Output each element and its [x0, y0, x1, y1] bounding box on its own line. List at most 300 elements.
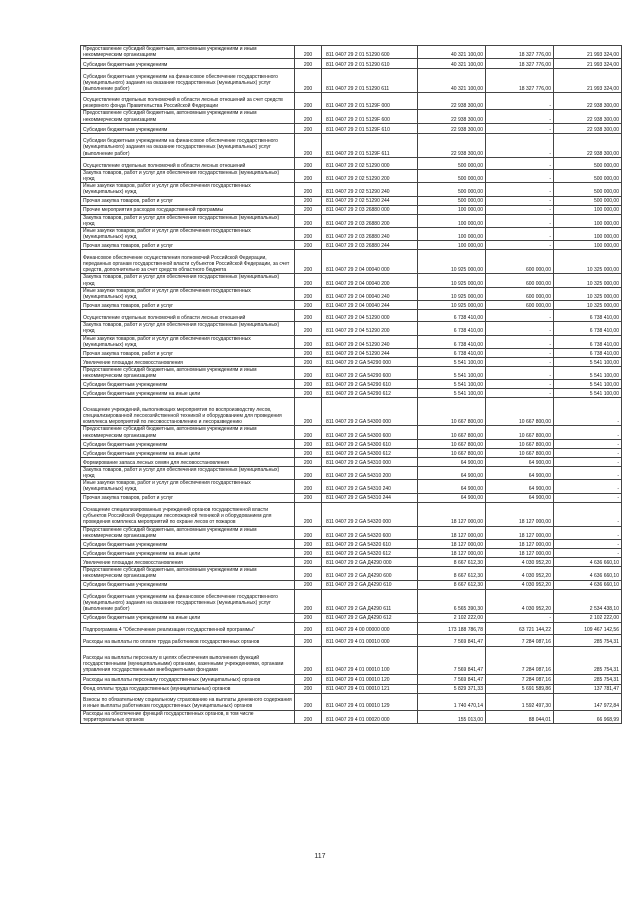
budget-table: [80, 45, 622, 724]
cell-code: 811 0407 29 2 GA 54320 610: [322, 540, 418, 549]
cell-adm: 200: [295, 622, 322, 634]
cell-adm: 200: [295, 674, 322, 684]
cell-code: 811 0407 29 2 GA Д4290 610: [322, 580, 418, 589]
cell-code: 811 0407 29 2 GA 54310 240: [322, 480, 418, 493]
cell-code: 811 0407 29 2 GA Д4290 000: [322, 558, 418, 567]
cell-v3: 100 000,00: [554, 214, 622, 227]
cell-v1: 7 569 841,47: [418, 646, 486, 674]
cell-name: Прочая закупка товаров, работ и услуг: [81, 301, 295, 310]
cell-v2: -: [486, 196, 554, 205]
cell-name: Иные закупки товаров, работ и услуг для обеспечения государственных (муниципальных) нужд: [81, 287, 295, 300]
cell-v2: -: [486, 110, 554, 123]
cell-code: 811 0407 29 2 GA Д4290 611: [322, 589, 418, 613]
cell-code: 811 0407 29 2 01 5129F 600: [322, 110, 418, 123]
cell-name: Предоставление субсидий бюджетным, автономным учреждениям и иным некоммерческим организациям: [81, 526, 295, 539]
cell-v1: 6 738 410,00: [418, 322, 486, 335]
cell-code: 811 0407 29 2 02 51290 244: [322, 196, 418, 205]
cell-code: 811 0407 29 2 04 51290 244: [322, 349, 418, 358]
table-row: [81, 301, 622, 310]
cell-name: Закупка товаров, работ и услуг для обеспечения государственных (муниципальных) нужд: [81, 322, 295, 335]
cell-code: 811 0407 29 2 03 26880 200: [322, 214, 418, 227]
cell-v2: 10 667 800,00: [486, 426, 554, 439]
table-row: [81, 241, 622, 250]
cell-name: Оснащение специализированных учреждений органов государственной власти субъектов Российской Федерации лесопожарной техникой и оборудованием для проведения комплекса мероприятий по охране лесов от пожаров: [81, 502, 295, 526]
cell-v2: 64 900,00: [486, 493, 554, 502]
cell-v2: -: [486, 214, 554, 227]
cell-v1: 40 321 100,00: [418, 69, 486, 93]
cell-v3: 22 938 300,00: [554, 133, 622, 157]
cell-name: Иные закупки товаров, работ и услуг для обеспечения государственных (муниципальных) нужд: [81, 480, 295, 493]
cell-adm: 200: [295, 448, 322, 457]
cell-v1: 7 569 841,47: [418, 674, 486, 684]
cell-code: 811 0407 29 2 GA Д4290 612: [322, 613, 418, 622]
cell-v3: -: [554, 426, 622, 439]
cell-v3: 147 972,84: [554, 693, 622, 710]
cell-adm: 200: [295, 110, 322, 123]
cell-v1: 40 321 100,00: [418, 46, 486, 59]
cell-code: 811 0407 29 2 04 00040 000: [322, 250, 418, 274]
cell-code: 811 0407 29 2 GA 54290 000: [322, 358, 418, 367]
cell-v1: 500 000,00: [418, 157, 486, 169]
cell-v2: -: [486, 335, 554, 348]
cell-code: 811 0407 29 4 01 00010 129: [322, 693, 418, 710]
cell-code: 811 0407 29 2 GA 54320 600: [322, 526, 418, 539]
cell-v2: 1 592 497,30: [486, 693, 554, 710]
table-row: [81, 457, 622, 466]
cell-adm: 200: [295, 684, 322, 693]
cell-v3: -: [554, 457, 622, 466]
cell-adm: 200: [295, 398, 322, 426]
cell-name: Иные закупки товаров, работ и услуг для обеспечения государственных (муниципальных) нужд: [81, 335, 295, 348]
cell-code: 811 0407 29 2 GA 54300 000: [322, 398, 418, 426]
table-row: [81, 205, 622, 214]
cell-v3: 2 534 438,10: [554, 589, 622, 613]
table-row: [81, 502, 622, 526]
cell-v2: 64 900,00: [486, 480, 554, 493]
cell-code: 811 0407 29 2 GA 54290 610: [322, 380, 418, 389]
cell-v3: 5 541 100,00: [554, 380, 622, 389]
cell-adm: 200: [295, 241, 322, 250]
cell-adm: 200: [295, 493, 322, 502]
table-row: [81, 389, 622, 398]
budget-table-body: [81, 46, 622, 724]
cell-v3: 6 738 410,00: [554, 310, 622, 322]
cell-name: Закупка товаров, работ и услуг для обеспечения государственных (муниципальных) нужд: [81, 466, 295, 479]
cell-adm: 200: [295, 123, 322, 133]
cell-name: Прочие мероприятия расходов государственной программы: [81, 205, 295, 214]
cell-v3: -: [554, 398, 622, 426]
table-row: [81, 335, 622, 348]
table-row: [81, 466, 622, 479]
cell-adm: 200: [295, 59, 322, 69]
cell-v1: 64 900,00: [418, 466, 486, 479]
cell-v1: 1 740 470,14: [418, 693, 486, 710]
cell-code: 811 0407 29 2 02 51290 200: [322, 169, 418, 182]
cell-adm: 200: [295, 466, 322, 479]
cell-adm: 200: [295, 349, 322, 358]
table-row: [81, 183, 622, 196]
cell-v1: 18 127 000,00: [418, 540, 486, 549]
cell-v2: 18 327 776,00: [486, 69, 554, 93]
cell-v3: 500 000,00: [554, 196, 622, 205]
cell-v3: 285 754,31: [554, 646, 622, 674]
cell-v2: 600 000,00: [486, 250, 554, 274]
cell-name: Субсидии бюджетным учреждениям на иные цели: [81, 389, 295, 398]
cell-v3: 6 738 410,00: [554, 349, 622, 358]
table-row: [81, 250, 622, 274]
cell-v3: 21 993 324,00: [554, 59, 622, 69]
cell-name: Предоставление субсидий бюджетным, автономным учреждениям и иным некоммерческим организациям: [81, 426, 295, 439]
cell-adm: 200: [295, 228, 322, 241]
table-row: [81, 634, 622, 646]
cell-v3: 4 636 660,10: [554, 567, 622, 580]
cell-code: 811 0407 29 2 02 51290 240: [322, 183, 418, 196]
cell-v2: 18 127 000,00: [486, 526, 554, 539]
cell-adm: 200: [295, 589, 322, 613]
cell-code: 811 0407 29 2 GA 54310 000: [322, 457, 418, 466]
cell-adm: 200: [295, 46, 322, 59]
cell-v3: -: [554, 493, 622, 502]
cell-code: 811 0407 29 2 02 51290 000: [322, 157, 418, 169]
cell-v1: 155 013,00: [418, 710, 486, 723]
table-row: [81, 358, 622, 367]
cell-v1: 10 925 000,00: [418, 301, 486, 310]
cell-code: 811 0407 29 2 GA 54290 600: [322, 367, 418, 380]
table-row: [81, 380, 622, 389]
cell-adm: 200: [295, 196, 322, 205]
cell-name: Предоставление субсидий бюджетным, автономным учреждениям и иным некоммерческим организациям: [81, 367, 295, 380]
cell-name: Прочая закупка товаров, работ и услуг: [81, 241, 295, 250]
cell-name: Предоставление субсидий бюджетным, автономным учреждениям и иным некоммерческим организациям: [81, 46, 295, 59]
cell-adm: 200: [295, 580, 322, 589]
cell-code: 811 0407 29 2 GA 54300 610: [322, 439, 418, 448]
cell-name: Подпрограмма 4 "Обеспечение реализации государственной программы": [81, 622, 295, 634]
cell-v3: 21 993 324,00: [554, 69, 622, 93]
cell-v3: 500 000,00: [554, 183, 622, 196]
table-row: [81, 646, 622, 674]
cell-v3: 500 000,00: [554, 157, 622, 169]
cell-name: Финансовое обеспечение осуществления полномочий Российской Федерации, переданных органам государственной власти субъектов Российской Федерации, за счет средств, дополнительно за счет средств областного бюджета: [81, 250, 295, 274]
cell-code: 811 0407 29 2 GA 54320 000: [322, 502, 418, 526]
cell-v1: 8 667 612,30: [418, 558, 486, 567]
cell-v2: 600 000,00: [486, 301, 554, 310]
cell-v2: 7 284 087,16: [486, 646, 554, 674]
cell-code: 811 0407 29 2 04 51290 000: [322, 310, 418, 322]
cell-v1: 500 000,00: [418, 196, 486, 205]
table-row: [81, 133, 622, 157]
cell-v2: 10 667 800,00: [486, 398, 554, 426]
table-row: [81, 693, 622, 710]
table-row: [81, 526, 622, 539]
cell-v3: 22 938 300,00: [554, 123, 622, 133]
table-row: [81, 493, 622, 502]
cell-name: Осуществление отдельных полномочий в области лесных отношений: [81, 310, 295, 322]
cell-v1: 500 000,00: [418, 169, 486, 182]
table-row: [81, 710, 622, 723]
table-row: [81, 196, 622, 205]
cell-v1: 10 925 000,00: [418, 250, 486, 274]
cell-name: Увеличение площади лесовосстановления: [81, 558, 295, 567]
cell-code: 811 0407 29 2 03 26880 000: [322, 205, 418, 214]
cell-code: 811 0407 29 2 GA Д4290 600: [322, 567, 418, 580]
cell-v3: 10 325 000,00: [554, 301, 622, 310]
cell-v2: 63 721 144,22: [486, 622, 554, 634]
cell-v3: -: [554, 549, 622, 558]
cell-name: Субсидии бюджетным учреждениям: [81, 580, 295, 589]
table-row: [81, 426, 622, 439]
table-row: [81, 169, 622, 182]
cell-code: 811 0407 29 2 GA 54310 200: [322, 466, 418, 479]
cell-adm: 200: [295, 274, 322, 287]
cell-v2: -: [486, 349, 554, 358]
cell-v2: 64 900,00: [486, 457, 554, 466]
table-row: [81, 480, 622, 493]
table-row: [81, 287, 622, 300]
page-number: 117: [314, 853, 326, 860]
table-row: [81, 567, 622, 580]
cell-code: 811 0407 29 2 01 51290 611: [322, 69, 418, 93]
table-row: [81, 59, 622, 69]
cell-adm: 200: [295, 526, 322, 539]
cell-v3: 6 738 410,00: [554, 335, 622, 348]
table-row: [81, 274, 622, 287]
cell-v2: -: [486, 169, 554, 182]
cell-v1: 8 667 612,30: [418, 580, 486, 589]
cell-v2: -: [486, 310, 554, 322]
cell-v3: 137 781,47: [554, 684, 622, 693]
cell-name: Субсидии бюджетным учреждениям на финансовое обеспечение государственного (муниципального) задания на оказание государственных (муниципальных) услуг (выполнение работ): [81, 69, 295, 93]
cell-v3: 10 325 000,00: [554, 287, 622, 300]
cell-v3: -: [554, 439, 622, 448]
cell-adm: 200: [295, 322, 322, 335]
cell-v3: 5 541 100,00: [554, 367, 622, 380]
table-row: [81, 228, 622, 241]
table-row: [81, 310, 622, 322]
cell-adm: 200: [295, 567, 322, 580]
cell-v1: 6 565 390,30: [418, 589, 486, 613]
table-row: [81, 110, 622, 123]
cell-code: 811 0407 29 2 04 51290 240: [322, 335, 418, 348]
cell-v2: -: [486, 183, 554, 196]
cell-v3: 5 541 100,00: [554, 358, 622, 367]
cell-name: Субсидии бюджетным учреждениям: [81, 123, 295, 133]
cell-adm: 200: [295, 205, 322, 214]
cell-adm: 200: [295, 558, 322, 567]
cell-v2: 4 030 952,20: [486, 558, 554, 567]
cell-v1: 173 188 786,78: [418, 622, 486, 634]
cell-adm: 200: [295, 93, 322, 110]
cell-v1: 10 667 800,00: [418, 426, 486, 439]
cell-v1: 100 000,00: [418, 205, 486, 214]
cell-v1: 6 738 410,00: [418, 310, 486, 322]
cell-name: Фонд оплаты труда государственных (муниципальных) органов: [81, 684, 295, 693]
cell-v2: -: [486, 205, 554, 214]
cell-code: 811 0407 29 2 04 51290 200: [322, 322, 418, 335]
cell-v2: 4 030 952,20: [486, 567, 554, 580]
cell-adm: 200: [295, 710, 322, 723]
cell-v3: -: [554, 480, 622, 493]
cell-adm: 200: [295, 480, 322, 493]
cell-name: Прочая закупка товаров, работ и услуг: [81, 493, 295, 502]
cell-adm: 200: [295, 613, 322, 622]
table-row: [81, 157, 622, 169]
cell-v3: 100 000,00: [554, 241, 622, 250]
cell-code: 811 0407 29 4 01 00010 120: [322, 674, 418, 684]
cell-v1: 18 127 000,00: [418, 502, 486, 526]
table-row: [81, 589, 622, 613]
cell-v1: 40 321 100,00: [418, 59, 486, 69]
cell-name: Субсидии бюджетным учреждениям: [81, 380, 295, 389]
cell-v2: -: [486, 228, 554, 241]
cell-v3: -: [554, 448, 622, 457]
cell-adm: 200: [295, 250, 322, 274]
table-row: [81, 448, 622, 457]
cell-v3: 10 325 000,00: [554, 250, 622, 274]
cell-code: 811 0407 29 2 01 5129F 000: [322, 93, 418, 110]
table-row: [81, 684, 622, 693]
cell-code: 811 0407 29 2 01 5129F 611: [322, 133, 418, 157]
table-row: [81, 549, 622, 558]
cell-code: 811 0407 29 2 04 00040 240: [322, 287, 418, 300]
cell-v3: 285 754,31: [554, 634, 622, 646]
table-row: [81, 398, 622, 426]
cell-v1: 8 667 612,30: [418, 567, 486, 580]
table-row: [81, 674, 622, 684]
cell-v3: 500 000,00: [554, 169, 622, 182]
cell-name: Закупка товаров, работ и услуг для обеспечения государственных (муниципальных) нужд: [81, 214, 295, 227]
cell-adm: 200: [295, 439, 322, 448]
cell-code: 811 0407 29 2 04 00040 244: [322, 301, 418, 310]
table-row: [81, 123, 622, 133]
cell-v1: 10 925 000,00: [418, 287, 486, 300]
cell-code: 811 0407 29 4 01 00010 121: [322, 684, 418, 693]
cell-name: Оснащение учреждений, выполняющих мероприятия по воспроизводству лесов, специализированной лесохозяйственной техникой и оборудованием для проведения комплекса мероприятий по лесовосстановлению и лесоразведению: [81, 398, 295, 426]
cell-v3: 2 102 222,00: [554, 613, 622, 622]
cell-adm: 200: [295, 358, 322, 367]
cell-code: 811 0407 29 2 GA 54310 244: [322, 493, 418, 502]
cell-name: Прочая закупка товаров, работ и услуг: [81, 196, 295, 205]
cell-v1: 5 541 100,00: [418, 380, 486, 389]
cell-adm: 200: [295, 335, 322, 348]
cell-v3: 10 325 000,00: [554, 274, 622, 287]
cell-name: Осуществление отдельных полномочий в области лесных отношений за счет средств резервного фонда Правительства Российской Федерации: [81, 93, 295, 110]
table-row: [81, 349, 622, 358]
cell-name: Расходы на обеспечение функций государственных органов, в том числе территориальных органов: [81, 710, 295, 723]
cell-v3: -: [554, 526, 622, 539]
cell-v3: -: [554, 466, 622, 479]
table-row: [81, 367, 622, 380]
cell-name: Субсидии бюджетным учреждениям на иные цели: [81, 549, 295, 558]
cell-name: Субсидии бюджетным учреждениям на финансовое обеспечение государственного (муниципального) задания на оказание государственных (муниципальных) услуг (выполнение работ): [81, 589, 295, 613]
cell-name: Закупка товаров, работ и услуг для обеспечения государственных (муниципальных) нужд: [81, 169, 295, 182]
cell-code: 811 0407 29 2 GA 54300 612: [322, 448, 418, 457]
cell-adm: 200: [295, 389, 322, 398]
cell-v3: 285 754,31: [554, 674, 622, 684]
cell-v2: 600 000,00: [486, 274, 554, 287]
cell-name: Формирование запаса лесных семян для лесовосстановления: [81, 457, 295, 466]
cell-code: 811 0407 29 2 04 00040 200: [322, 274, 418, 287]
table-row: [81, 322, 622, 335]
cell-v2: -: [486, 93, 554, 110]
cell-code: 811 0407 29 2 01 51290 600: [322, 46, 418, 59]
cell-name: Взносы по обязательному социальному страхованию на выплаты денежного содержания и иные выплаты работникам государственных (муниципальных) органов: [81, 693, 295, 710]
cell-v1: 22 938 300,00: [418, 133, 486, 157]
cell-code: 811 0407 29 4 01 00010 000: [322, 634, 418, 646]
cell-v3: 100 000,00: [554, 228, 622, 241]
cell-v1: 5 541 100,00: [418, 367, 486, 380]
cell-v3: -: [554, 540, 622, 549]
cell-adm: 200: [295, 169, 322, 182]
table-row: [81, 540, 622, 549]
cell-adm: 200: [295, 549, 322, 558]
cell-name: Расходы на выплаты по оплате труда работников государственных органов: [81, 634, 295, 646]
cell-v1: 10 667 800,00: [418, 448, 486, 457]
table-row: [81, 214, 622, 227]
cell-v2: -: [486, 613, 554, 622]
cell-v1: 64 900,00: [418, 493, 486, 502]
cell-adm: 200: [295, 183, 322, 196]
table-row: [81, 69, 622, 93]
cell-v1: 100 000,00: [418, 214, 486, 227]
cell-v1: 64 900,00: [418, 480, 486, 493]
table-row: [81, 93, 622, 110]
cell-v1: 64 900,00: [418, 457, 486, 466]
cell-v3: 5 541 100,00: [554, 389, 622, 398]
cell-adm: 200: [295, 133, 322, 157]
cell-code: 811 0407 29 4 01 00020 000: [322, 710, 418, 723]
cell-adm: 200: [295, 310, 322, 322]
cell-v2: 18 127 000,00: [486, 549, 554, 558]
cell-adm: 200: [295, 693, 322, 710]
cell-adm: 200: [295, 457, 322, 466]
cell-name: Субсидии бюджетным учреждениям на иные цели: [81, 613, 295, 622]
cell-v1: 6 738 410,00: [418, 349, 486, 358]
cell-code: 811 0407 29 2 GA 54290 612: [322, 389, 418, 398]
cell-adm: 200: [295, 287, 322, 300]
cell-adm: 200: [295, 502, 322, 526]
cell-name: Предоставление субсидий бюджетным, автономным учреждениям и иным некоммерческим организациям: [81, 567, 295, 580]
cell-v2: -: [486, 389, 554, 398]
cell-v3: -: [554, 502, 622, 526]
cell-v3: 4 636 660,10: [554, 558, 622, 567]
cell-v3: 109 467 142,56: [554, 622, 622, 634]
cell-v3: 4 636 660,10: [554, 580, 622, 589]
cell-adm: 200: [295, 634, 322, 646]
cell-adm: 200: [295, 69, 322, 93]
cell-v3: 6 738 410,00: [554, 322, 622, 335]
table-row: [81, 613, 622, 622]
cell-v1: 5 541 100,00: [418, 389, 486, 398]
cell-name: Прочая закупка товаров, работ и услуг: [81, 349, 295, 358]
cell-v2: 18 327 776,00: [486, 59, 554, 69]
cell-v2: 4 030 952,20: [486, 580, 554, 589]
cell-name: Субсидии бюджетным учреждениям: [81, 439, 295, 448]
cell-v2: 10 667 800,00: [486, 448, 554, 457]
cell-name: Субсидии бюджетным учреждениям на иные цели: [81, 448, 295, 457]
cell-v2: 64 900,00: [486, 466, 554, 479]
cell-adm: 200: [295, 380, 322, 389]
cell-code: 811 0407 29 4 00 00000 000: [322, 622, 418, 634]
cell-adm: 200: [295, 367, 322, 380]
cell-v1: 10 667 800,00: [418, 398, 486, 426]
cell-v1: 22 938 300,00: [418, 93, 486, 110]
cell-name: Осуществление отдельных полномочий в области лесных отношений: [81, 157, 295, 169]
cell-v1: 500 000,00: [418, 183, 486, 196]
cell-v2: 18 127 000,00: [486, 502, 554, 526]
cell-v2: -: [486, 380, 554, 389]
cell-v1: 18 127 000,00: [418, 526, 486, 539]
cell-v2: 600 000,00: [486, 287, 554, 300]
